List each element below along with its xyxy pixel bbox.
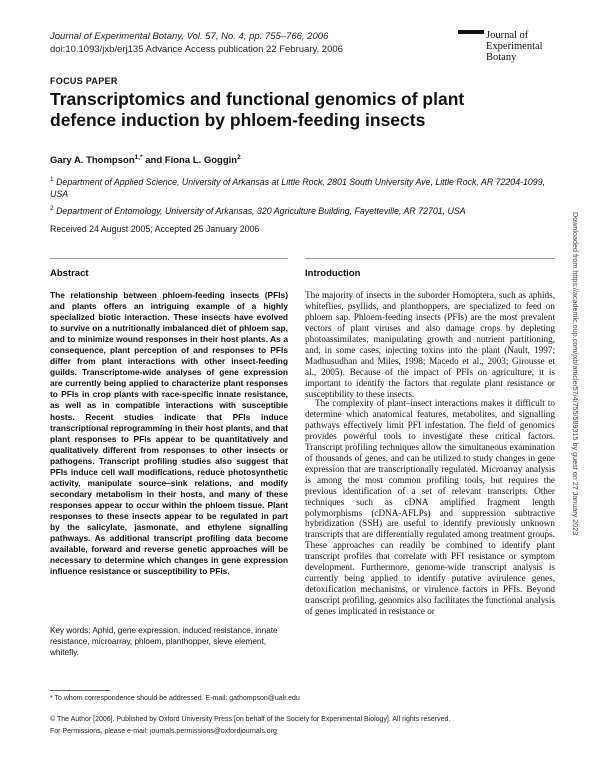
logo-line-2: Experimental (486, 41, 543, 52)
doi-line: doi:10.1093/jxb/erj135 Advance Access publication 22 February, 2006 (50, 44, 343, 55)
affiliation-2 (50, 203, 560, 217)
introduction-heading: Introduction (305, 268, 361, 279)
affiliation-1-marker: 1 (50, 176, 54, 183)
author-2-marker: 2 (237, 154, 241, 161)
abstract-divider (50, 258, 288, 259)
affiliation-1 (50, 174, 560, 200)
permissions-notice: For Permissions, please e-mail: journals.permissions@oxfordjournals.org (50, 728, 277, 735)
received-dates: Received 24 August 2005; Accepted 25 January 2006 (50, 224, 260, 234)
author-connector: and (142, 155, 165, 167)
footnote-divider (50, 690, 110, 691)
keywords: Key words: Aphid, gene expression, induced resistance, innate resistance, microarray, phloem, planthopper, sieve element, whitefly. (50, 626, 278, 657)
section-label: FOCUS PAPER (50, 76, 118, 86)
logo-line-3: Botany (486, 52, 517, 63)
affiliation-2-marker: 2 (50, 205, 54, 212)
author-2: Fiona L. Goggin (164, 155, 238, 167)
intro-divider (305, 258, 555, 259)
affiliation-1-text: Department of Applied Science, University of Arkansas at Little Rock, 2801 South University Ave, Little Rock, AR 72204-1099, USA (50, 176, 546, 199)
copyright-notice: © The Author [2006]. Published by Oxford University Press [on behalf of the Society for Experimental Biology]. All rights reserved. (50, 716, 451, 723)
logo-line-1: Journal of (486, 30, 529, 41)
intro-paragraph-2: The complexity of plant–insect interactions makes it difficult to determine which anatomical features, metabolites, and signalling pathways effectively limit PFI infestation. The field of genomics provides powerful tools to investigate these critical factors. Transcript profiling techniques allow the simultaneous examination of thousands of genes, and can be utilized to study changes in gene expression that are transcriptionally regulated. Microarray analysis is among the most common profiling tools, but requires the previous identification of a set of relevant transcripts. Other techniques such as cDNA amplified fragment length polymorphisms (cDNA-AFLPs) and suppression subtractive hybridization (SSH) are useful to identify previously unknown transcripts that are differentially regulated among treatment groups. These approaches can readily be combined to identify plant transcript profiles that correlate with PFI resistance or symptom development. Furthermore, genome-wide transcript analysis is currently being applied to identify putative avirulence genes, detoxification mechanisms, or virulence factors in PFIs. Beyond transcript profiling, genomics also facilitates the functional analysis of genes implicated in resistance or (305, 398, 555, 617)
affiliation-2-text: Department of Entomology, University of Arkansas, 320 Agriculture Building, Fayetteville, AR 72701, USA (53, 205, 466, 216)
author-1: Gary A. Thompson (50, 155, 135, 167)
download-watermark: Downloaded from https://academic.oup.com/jxb/article/57/4/755/589315 by guest on 27 January 2023 (571, 212, 580, 536)
intro-paragraph-1: The majority of insects in the suborder Homoptera, such as aphids, whiteflies, psyllids, and planthoppers, are specialized to feed on phloem sap. Phloem-feeding insects (PFIs) are the most prevalent vectors of plant viruses and also damage crops by depleting photoassimilates, manipulating growth and nutrient partitioning, and, in some cases, injecting toxins into the plant (Nault, 1997; Madhusudhan and Miles, 1998; Macedo et al., 2003; Girousse et al., 2005). Because of the impact of PFIs on agriculture, it is important to identify the factors that regulate plant resistance or susceptibility to these insects. (305, 290, 555, 399)
author-list (50, 154, 241, 166)
abstract-body: The relationship between phloem-feeding insects (PFIs) and plants offers an intriguing example of a highly specialized biotic interaction. These insects have evolved to survive on a nutritionally imbalanced diet of phloem sap, and to minimize wound responses in their host plants. As a consequence, plant perception of and responses to PFIs differ from plant interactions with other insect-feeding guilds. Transcriptome-wide analyses of gene expression are currently being applied to characterize plant responses to PFIs in crop plants with race-specific innate resistance, as well as in compatible interactions with susceptible hosts. Recent studies indicate that PFIs induce transcriptional reprogramming in their host plants, and that plant responses to PFIs appear to be quantitatively and qualitatively different from responses to other insects or pathogens. Transcript profiling studies also suggest that PFIs induce cell wall modifications, reduce photosynthetic activity, manipulate source–sink relations, and modify secondary metabolism in their hosts, and many of these responses appear to occur within the phloem tissue. Plant responses to these insects appear to be regulated in part by the salicylate, jasmonate, and ethylene signalling pathways. As additional transcript profiling data become available, forward and reverse genetic approaches will be necessary to determine which changes in gene expression influence resistance or susceptibility to PFIs. (50, 290, 288, 577)
correspondence-note: * To whom correspondence should be addressed. E-mail: gathompson@ualr.edu (50, 695, 300, 702)
paper-title: Transcriptomics and functional genomics of plant defence induction by phloem-feeding insects (50, 89, 465, 130)
abstract-heading: Abstract (50, 268, 89, 279)
journal-logo (458, 30, 568, 74)
journal-citation: Journal of Experimental Botany, Vol. 57, No. 4, pp. 755–766, 2006 (50, 31, 329, 42)
author-1-marker: 1,* (134, 154, 143, 161)
logo-bar-icon (458, 30, 484, 34)
